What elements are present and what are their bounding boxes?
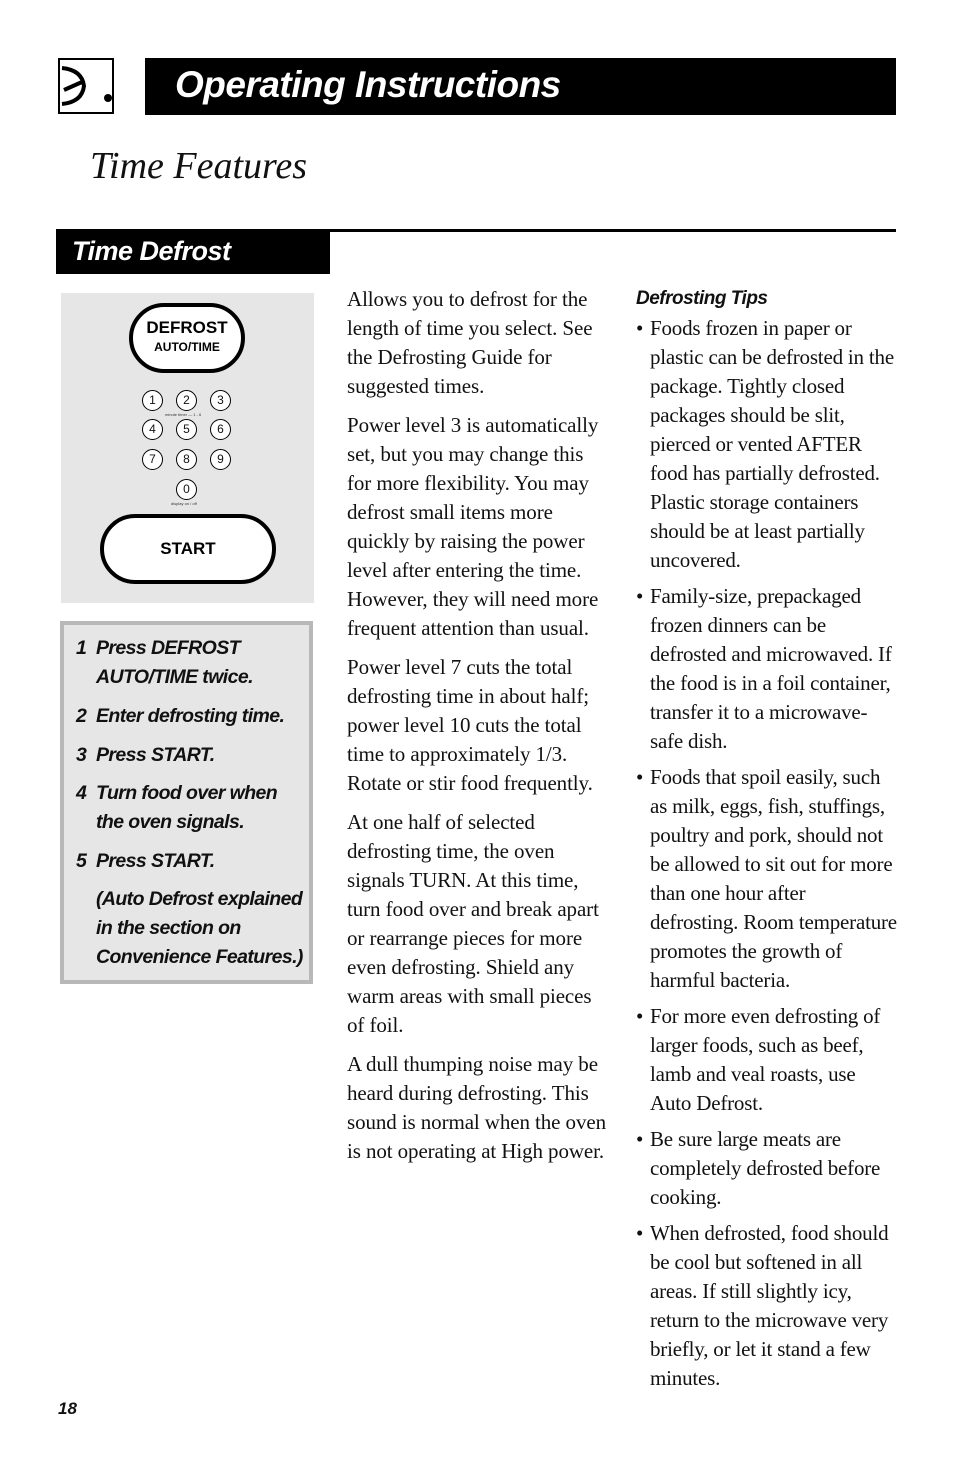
keypad-illustration (61, 293, 314, 603)
cooking-logo-icon (58, 58, 114, 114)
body-paragraph: Allows you to defrost for the length of time you select. See the Defrosting Guide for suggested times. (347, 287, 593, 398)
tips-heading: Defrosting Tips (636, 288, 768, 309)
digit-4-button[interactable]: 4 (142, 419, 163, 440)
body-text (347, 285, 612, 1176)
tip-item: • For more even defrosting of larger foods, such as beef, lamb and veal roasts, use Auto Defrost. (636, 1002, 898, 1118)
digit-7-button[interactable]: 7 (142, 449, 163, 470)
digit-0-button[interactable]: 0 (176, 479, 197, 500)
steps-box (60, 621, 313, 984)
step-item: 2 Enter defrosting time. (76, 705, 285, 727)
body-paragraph: Power level 3 is automatically set, but you may change this for more flexibility. You may defrost small items more quickly by raising the power level after entering the time. However, they will need more frequent attention than usual. (347, 413, 599, 640)
tip-item: • Family-size, prepackaged frozen dinners can be defrosted and microwaved. If the food is in a foil container, transfer it to a microwave-safe dish. (636, 582, 898, 756)
display-note: display on / off (171, 501, 197, 506)
body-paragraph: Power level 7 cuts the total defrosting time in about half; power level 10 cuts the total time to approximately 1/3. Rotate or stir food frequently. (347, 655, 593, 795)
digit-5-button[interactable]: 5 (176, 419, 197, 440)
defrost-auto-time-button[interactable] (129, 303, 245, 373)
minute-timer-note: minute timer — 1 - 6 (165, 412, 202, 417)
auto-time-label: AUTO/TIME (154, 340, 220, 354)
tip-item: • Be sure large meats are completely defrosted before cooking. (636, 1125, 898, 1212)
header-title: Operating Instructions (175, 64, 561, 105)
digit-9-button[interactable]: 9 (210, 449, 231, 470)
step-item: 5 Press START. (76, 850, 215, 872)
digit-2-button[interactable]: 2 (176, 390, 197, 411)
digit-1-button[interactable]: 1 (142, 390, 163, 411)
tip-item: • When defrosted, food should be cool but softened in all areas. If still slightly icy, return to the microwave very briefly, or let it stand a few minutes. (636, 1219, 898, 1393)
tip-item: • Foods frozen in paper or plastic can be defrosted in the package. Tightly closed packages should be slit, pierced or vented AFTER food has partially defrosted. Plastic storage containers should be at least partially uncovered. (636, 314, 898, 575)
body-paragraph: A dull thumping noise may be heard during defrosting. This sound is normal when the oven is not operating at High power. (347, 1052, 606, 1163)
page-number: 18 (58, 1399, 77, 1418)
step-item: 1 Press DEFROST AUTO/TIME twice. (76, 637, 253, 688)
digit-3-button[interactable]: 3 (210, 390, 231, 411)
digit-8-button[interactable]: 8 (176, 449, 197, 470)
digit-6-button[interactable]: 6 (210, 419, 231, 440)
page-title: Time Features (90, 145, 308, 187)
tip-item: • Foods that spoil easily, such as milk, eggs, fish, stuffings, poultry and pork, should not be allowed to sit out for more than one hour after defrosting. Room temperature promotes the growth of harmful bacteria. (636, 763, 898, 995)
start-button[interactable]: START (100, 514, 276, 584)
defrost-label: DEFROST (146, 318, 228, 337)
step-note: (Auto Defrost explained in the section on Convenience Features.) (96, 888, 303, 968)
step-item: 3 Press START. (76, 744, 215, 766)
section-title: Time Defrost (72, 236, 231, 266)
defrosting-tips (636, 285, 898, 1400)
step-item: 4 Turn food over when the oven signals. (76, 782, 278, 833)
body-paragraph: At one half of selected defrosting time, the oven signals TURN. At this time, turn food over and break apart or rearrange pieces for more even defrosting. Shield any warm areas with small pieces of foil. (347, 810, 599, 1037)
